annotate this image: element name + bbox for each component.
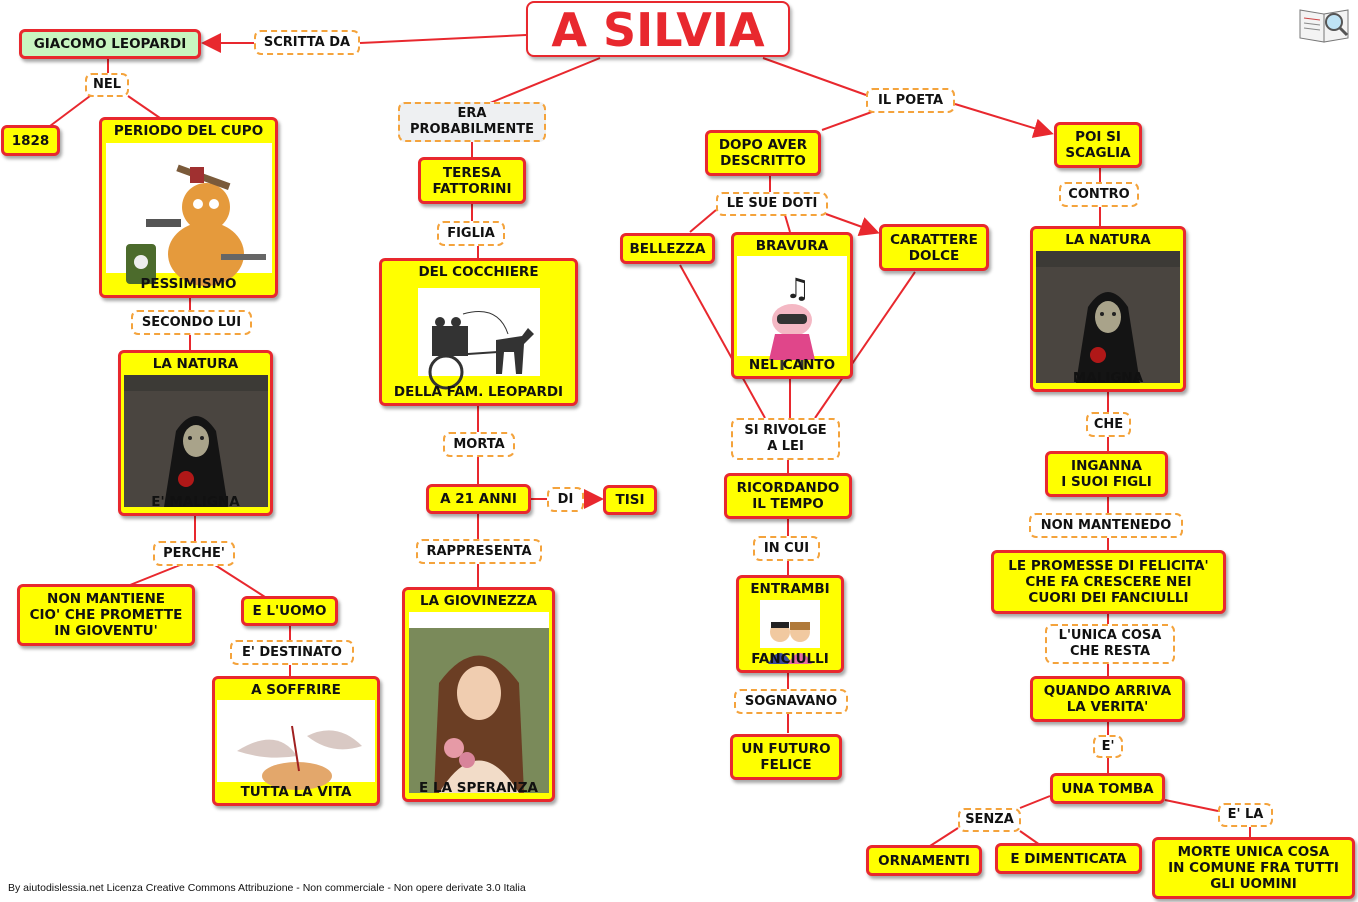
coachman-title: DEL COCCHIERE (418, 264, 539, 280)
author-label: GIACOMO LEOPARDI (33, 36, 187, 52)
book-magnifier-icon (1298, 4, 1352, 44)
witch-with-apple-image (124, 375, 268, 491)
pessimism-subtitle: PESSIMISMO (140, 276, 237, 292)
connector-unica-cosa: L'UNICA COSA CHE RESTA (1045, 624, 1175, 664)
connector-contro: CONTRO (1059, 182, 1139, 207)
forgotten-node (995, 843, 1142, 874)
and-man-node (241, 596, 338, 626)
svg-text:♫: ♫ (785, 271, 811, 305)
connector-scritta-da: SCRITTA DA (254, 30, 360, 55)
not-keep-promise-label: NON MANTIENE CIO' CHE PROMETTE IN GIOVENTU' (29, 591, 183, 639)
connector-morta: MORTA (443, 432, 515, 457)
after-describing-label: DOPO AVER DESCRITTO (718, 137, 808, 169)
death-node (1152, 837, 1355, 899)
connector-di: DI (547, 487, 584, 512)
nature-left-title: LA NATURA (152, 356, 239, 372)
year-label: 1828 (11, 132, 50, 149)
ornaments-node (866, 845, 982, 876)
nature-node-right (1030, 226, 1186, 392)
connector-figlia: FIGLIA (437, 221, 505, 246)
singing-skill-node (731, 232, 853, 379)
truth-label: QUANDO ARRIVA LA VERITA' (1043, 683, 1172, 715)
singing-skill-title: BRAVURA (755, 238, 829, 254)
nature-right-subtitle: MALIGNA (1072, 370, 1144, 386)
ornaments-label: ORNAMENTI (878, 852, 970, 869)
age-label: A 21 ANNI (440, 491, 517, 507)
young-woman-painting (409, 612, 549, 777)
age-node (426, 484, 531, 514)
deceives-node (1045, 451, 1168, 497)
author-node (19, 29, 201, 59)
connector-si-rivolge: SI RIVOLGE A LEI (731, 418, 840, 460)
teresa-node (418, 157, 526, 204)
connector-il-poeta: IL POETA (866, 88, 955, 113)
beauty-node (620, 233, 715, 264)
witch-with-apple-image-right (1036, 251, 1180, 367)
remembering-label: RICORDANDO IL TEMPO (736, 480, 840, 512)
suffering-node (212, 676, 380, 806)
connector-era-probabilmente: ERA PROBABILMENTE (398, 102, 546, 142)
license-footer: By aiutodislessia.net Licenza Creative Commons Attribuzione - Non commerciale - Non opere derivate 3.0 Italia (8, 882, 526, 894)
nature-left-subtitle: E' MALIGNA (151, 494, 240, 510)
nature-node-left (118, 350, 273, 516)
teresa-label: TERESA FATTORINI (432, 164, 512, 197)
tomb-label: UNA TOMBA (1061, 780, 1154, 797)
connector-senza: SENZA (958, 808, 1021, 832)
desperate-cat-illustration (106, 143, 272, 273)
remembering-node (724, 473, 852, 519)
youth-subtitle: E LA SPERANZA (419, 780, 538, 796)
connector-e-destinato: E' DESTINATO (230, 640, 354, 665)
both-children-subtitle: FANCIULLI (751, 651, 829, 667)
youth-title: LA GIOVINEZZA (420, 593, 537, 609)
horse-carriage-image (418, 288, 540, 376)
sweet-character-label: CARATTERE DOLCE (890, 231, 978, 264)
promises-label: LE PROMESSE DI FELICITA' CHE FA CRESCERE NEI CUORI DEI FANCIULLI (1008, 558, 1209, 606)
youth-node (402, 587, 555, 802)
connector-rappresenta: RAPPRESENTA (416, 539, 542, 564)
happy-future-label: UN FUTURO FELICE (741, 741, 831, 773)
connector-che: CHE (1086, 412, 1131, 437)
then-attacks-node (1054, 122, 1142, 168)
connector-le-sue-doti: LE SUE DOTI (716, 192, 828, 216)
nature-right-title: LA NATURA (1065, 232, 1151, 248)
connector-e-la: E' LA (1218, 803, 1273, 827)
connector-secondo-lui: SECONDO LUI (131, 310, 252, 335)
not-keep-promise-node (17, 584, 195, 646)
death-label: MORTE UNICA COSA IN COMUNE FRA TUTTI GLI UOMINI (1168, 844, 1339, 892)
suffering-title: A SOFFRIRE (251, 682, 341, 698)
happy-future-node (730, 734, 842, 780)
sweet-character-node (879, 224, 989, 271)
both-children-title: ENTRAMBI (750, 581, 830, 597)
truth-node (1030, 676, 1185, 722)
promises-node (991, 550, 1226, 614)
connector-perche: PERCHE' (153, 541, 235, 566)
forgotten-label: E DIMENTICATA (1010, 850, 1127, 867)
after-describing-node (705, 130, 821, 176)
coachman-subtitle: DELLA FAM. LEOPARDI (393, 384, 564, 400)
map-title: A SILVIA (526, 1, 790, 57)
tisi-label: TISI (615, 492, 645, 508)
deceives-label: INGANNA I SUOI FIGLI (1061, 458, 1152, 490)
connector-in-cui: IN CUI (753, 536, 820, 561)
both-children-node (736, 575, 844, 673)
tomb-node (1050, 773, 1165, 804)
singing-girl-illustration (737, 256, 847, 356)
connector-sognavano: SOGNAVANO (734, 689, 848, 714)
and-man-label: E L'UOMO (252, 603, 327, 619)
pessimism-title: PERIODO DEL CUPO (113, 123, 264, 139)
beauty-label: BELLEZZA (629, 240, 706, 257)
two-children-illustration (760, 600, 820, 648)
suffering-subtitle: TUTTA LA VITA (240, 784, 352, 800)
connector-non-mantenedo: NON MANTENEDO (1029, 513, 1183, 538)
singing-skill-subtitle: NEL CANTO (748, 357, 836, 373)
connector-e: E' (1093, 735, 1123, 758)
connector-nel: NEL (85, 73, 129, 97)
fallen-cupid-illustration (217, 700, 375, 782)
pessimism-node (99, 117, 278, 298)
coachman-node (379, 258, 578, 406)
year-node (1, 125, 60, 156)
tisi-node (603, 485, 657, 515)
then-attacks-label: POI SI SCAGLIA (1065, 129, 1131, 161)
